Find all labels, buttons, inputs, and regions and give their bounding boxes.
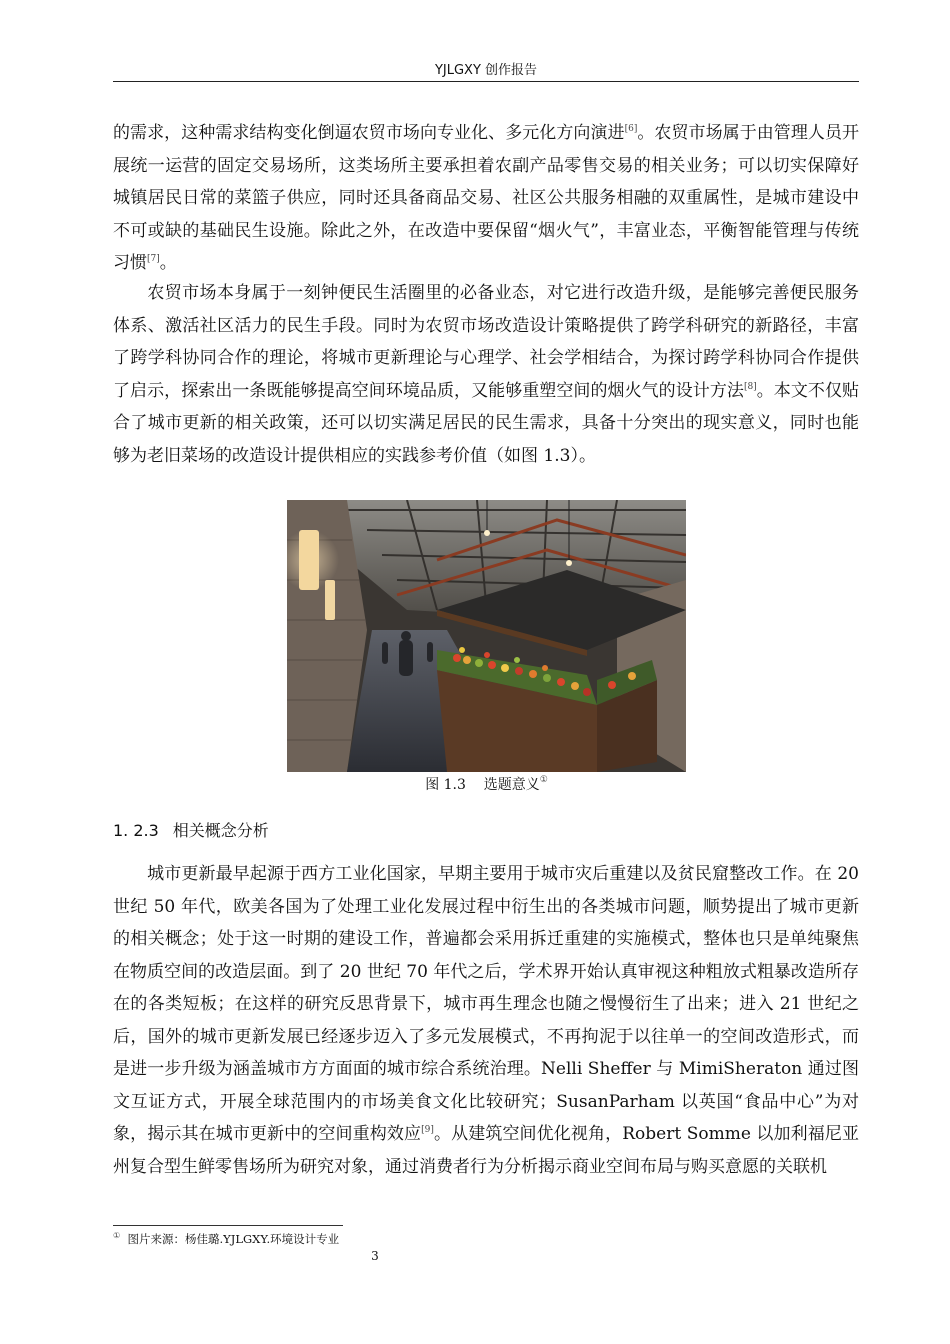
- paragraph-1-text-b: 。农贸市场属于由管理人员开展统一运营的固定交易场所，这类场所主要承担着农副产品零售交易的相关业务；可以切实保障好城镇居民日常的菜篮子供应，同时还具备商品交易、社区公共服务相融的双重属性，是城市建设中不可或缺的基础民生设施。除此之外，在改造中要保留“烟火气”，丰富业态，平衡智能管理与传统习惯: [113, 123, 860, 273]
- figure-caption: [287, 775, 686, 795]
- footnote-mark: ①: [113, 1231, 121, 1240]
- market-photo: [287, 500, 686, 772]
- citation-7[interactable]: [7]: [147, 254, 160, 264]
- paragraph-1-text-a: 的需求，这种需求结构变化倒逼农贸市场向专业化、多元化方向演进: [113, 123, 625, 143]
- footnote-text: 图片来源：杨佳璐.YJLGXY.环境设计专业: [127, 1232, 340, 1246]
- paragraph-3-text-b: 。从建筑空间优化视角，Robert Somme 以加利福尼亚州复合型生鲜零售场所为研究对象，通过消费者行为分析揭示商业空间布局与购买意愿的关联机: [113, 1124, 859, 1177]
- paragraph-2-text-a: 农贸市场本身属于一刻钟便民生活圈里的必备业态，对它进行改造升级，是能够完善便民服务体系、激活社区活力的民生手段。同时为农贸市场改造设计策略提供了跨学科研究的新路径，丰富了跨学科协同合作的理论，将城市更新理论与心理学、社会学相结合，为探讨跨学科协同合作提供了启示，探索出一条既能够提高空间环境品质，又能够重塑空间的烟火气的设计方法: [113, 283, 859, 401]
- footnote-reference-mark[interactable]: ①: [539, 775, 548, 785]
- paragraph-3: [113, 858, 859, 1183]
- paragraph-1-text-c: 。: [159, 253, 177, 273]
- footnote: [113, 1231, 339, 1247]
- paragraph-1: [113, 117, 859, 280]
- running-header: YJLGXY 创作报告: [434, 63, 538, 78]
- paragraph-2: [113, 277, 859, 472]
- citation-8[interactable]: [8]: [743, 381, 757, 392]
- section-title: 相关概念分析: [172, 821, 269, 840]
- header-rule: [113, 81, 859, 82]
- section-heading: [113, 820, 269, 842]
- footnote-separator: [113, 1225, 343, 1226]
- figure-caption-label: 图 1.3: [425, 777, 466, 793]
- page-number: 3: [371, 1249, 379, 1263]
- paragraph-2-text-b: 。本文不仅贴合了城市更新的相关政策，还可以切实满足居民的民生需求，具备十分突出的现实意义，同时也能够为老旧菜场的改造设计提供相应的实践参考价值（如图 1.3）。: [113, 380, 860, 466]
- citation-6[interactable]: [6]: [624, 124, 638, 134]
- figure-caption-title: 选题意义: [483, 777, 540, 793]
- paragraph-3-text-a: 城市更新最早起源于西方工业化国家，早期主要用于城市灾后重建以及贫民窟整改工作。在 20 世纪 50 年代，欧美各国为了处理工业化发展过程中衍生出的各类城市问题，顺势提出了城市更新的相关概念；处于这一时期的建设工作，普遍都会采用拆迁重建的实施模式，整体也只是单纯聚焦在物质空间的改造层面。到了 20 世纪 70 年代之后，学术界开始认真审视这种粗放式粗暴改造所存在的各类短板；在这样的研究反思背景下，城市再生理念也随之慢慢衍生了出来；进入 21 世纪之后，国外的城市更新发展已经逐步迈入了多元发展模式，不再拘泥于以往单一的空间改造形式，而是进一步升级为涵盖城市方方面面的城市综合系统治理。Nelli Sheffer 与 MimiSheraton 通过图文互证方式，开展全球范围内的市场美食文化比较研究；SusanParham 以英国“食品中心”为对象，揭示其在城市更新中的空间重构效应: [113, 864, 859, 1144]
- section-number: 1. 2.3: [113, 821, 159, 840]
- citation-9[interactable]: [9]: [421, 1125, 434, 1135]
